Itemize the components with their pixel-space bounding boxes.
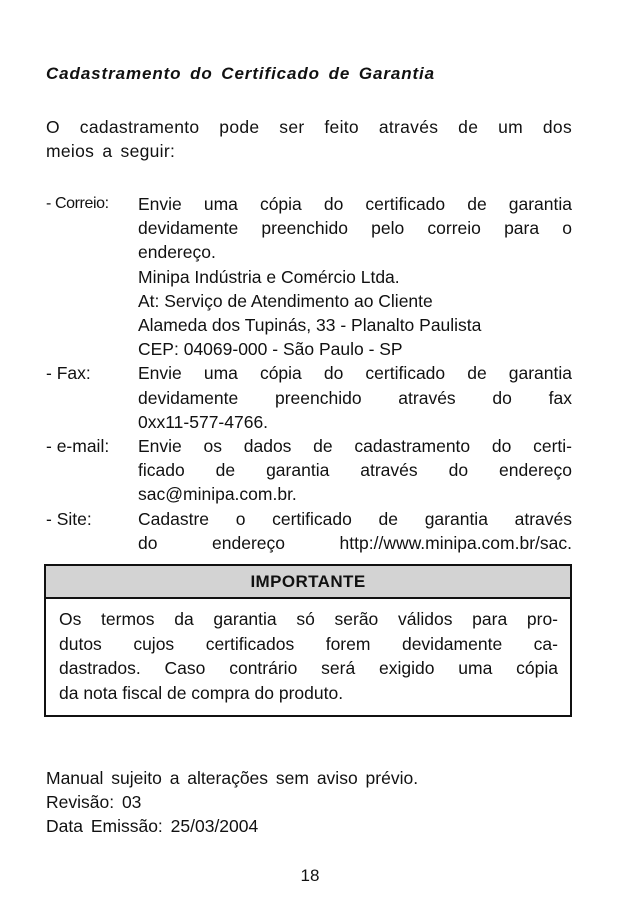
footer-issue-date: Data Emissão: 25/03/2004 [46,816,259,836]
important-line: da nota fiscal de compra do produto. [59,682,344,703]
method-label: - Site: [46,508,92,529]
method-line: Envie uma cópia do certificado de garantia [138,363,572,384]
method-line: At: Serviço de Atendimento ao Cliente [138,290,433,311]
document-page [46,62,572,555]
method-line: devidamente preenchido através do fax [138,387,572,408]
method-body [138,507,572,555]
method-site [46,507,572,555]
method-body [138,192,572,361]
page-title: Cadastramento do Certificado de Garantia [46,64,436,83]
method-label: - Fax: [46,363,91,384]
method-body [138,361,572,434]
important-line: dutos cujos certificados forem devidamente ca- [59,633,558,654]
important-box [44,564,572,717]
method-line: ficado de garantia através do endereço [138,460,572,481]
method-body [138,434,572,507]
method-line: Alameda dos Tupinás, 33 - Planalto Paulista [138,315,482,336]
footer-notice: Manual sujeito a alterações sem aviso prévio. [46,768,419,788]
intro-line: O cadastramento pode ser feito através de um dos [46,117,572,137]
method-line: 0xx11-577-4766. [138,411,269,432]
page-number: 18 [300,866,320,885]
important-heading: IMPORTANTE [46,566,570,599]
method-line: sac@minipa.com.br. [138,484,297,505]
method-line: Minipa Indústria e Comércio Ltda. [138,266,400,287]
method-line: endereço. [138,242,216,263]
important-line: dastrados. Caso contrário será exigido uma cópia [59,658,558,678]
method-line: CEP: 04069-000 - São Paulo - SP [138,339,403,360]
intro-paragraph [46,115,572,163]
important-line: Os termos da garantia só serão válidos para pro- [59,609,558,629]
method-label: - Correio: [46,195,109,212]
method-line: Envie uma cópia do certificado de garantia [138,194,572,214]
registration-methods [46,192,572,555]
method-correio [46,192,572,361]
method-label: - e-mail: [46,436,110,457]
footer-revision: Revisão: 03 [46,792,142,812]
method-fax [46,361,572,434]
document-footer [46,766,418,838]
method-line: devidamente preenchido pelo correio para o [138,218,572,239]
important-body [46,599,570,715]
method-line: do endereço http://www.minipa.com.br/sac. [138,532,572,553]
intro-line: meios a seguir: [46,141,176,161]
method-line: Envie os dados de cadastramento do certi- [138,436,572,457]
method-email [46,434,572,507]
method-line: Cadastre o certificado de garantia através [138,508,572,529]
